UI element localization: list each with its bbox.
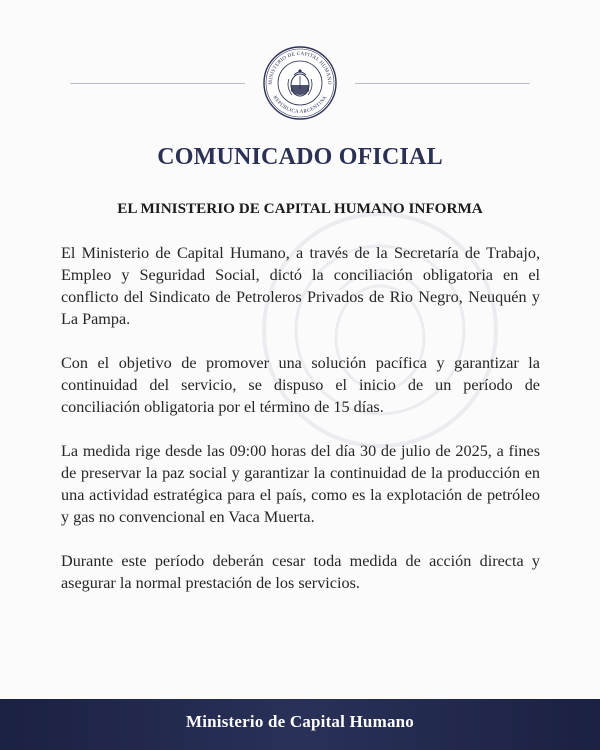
paragraph: La medida rige desde las 09:00 horas del día 30 de julio de 2025, a fines de preservar la paz social y garantizar la continuidad de la producción en una actividad estratégica para el país, como es la explotación de petróleo y gas no convencional en Vaca Muerta.: [61, 442, 540, 526]
page-title: COMUNICADO OFICIAL: [157, 144, 443, 170]
document-body: [61, 242, 540, 616]
header-divider-right: [355, 83, 530, 84]
paragraph: Con el objetivo de promover una solución pacífica y garantizar la continuidad del servicio, se dispuso el inicio de un período de conciliación obligatoria por el término de 15 días.: [61, 354, 540, 416]
footer-bar: [0, 699, 600, 750]
page-subtitle: EL MINISTERIO DE CAPITAL HUMANO INFORMA: [117, 200, 483, 217]
seal-bottom-text: REPÚBLICA ARGENTINA: [271, 94, 329, 116]
paragraph: Durante este período deberán cesar toda medida de acción directa y asegurar la normal prestación de los servicios.: [61, 552, 540, 592]
ministry-seal-icon: [262, 45, 338, 121]
seal-top-text: MINISTERIO DE CAPITAL HUMANO: [267, 50, 333, 85]
paragraph: El Ministerio de Capital Humano, a través de la Secretaría de Trabajo, Empleo y Seguridad Social, dictó la conciliación obligatoria en el conflicto del Sindicato de Petroleros Privados de Rio Negro, Neuquén y La Pampa.: [61, 244, 540, 328]
footer-label: Ministerio de Capital Humano: [185, 712, 415, 731]
header-divider-left: [70, 83, 245, 84]
